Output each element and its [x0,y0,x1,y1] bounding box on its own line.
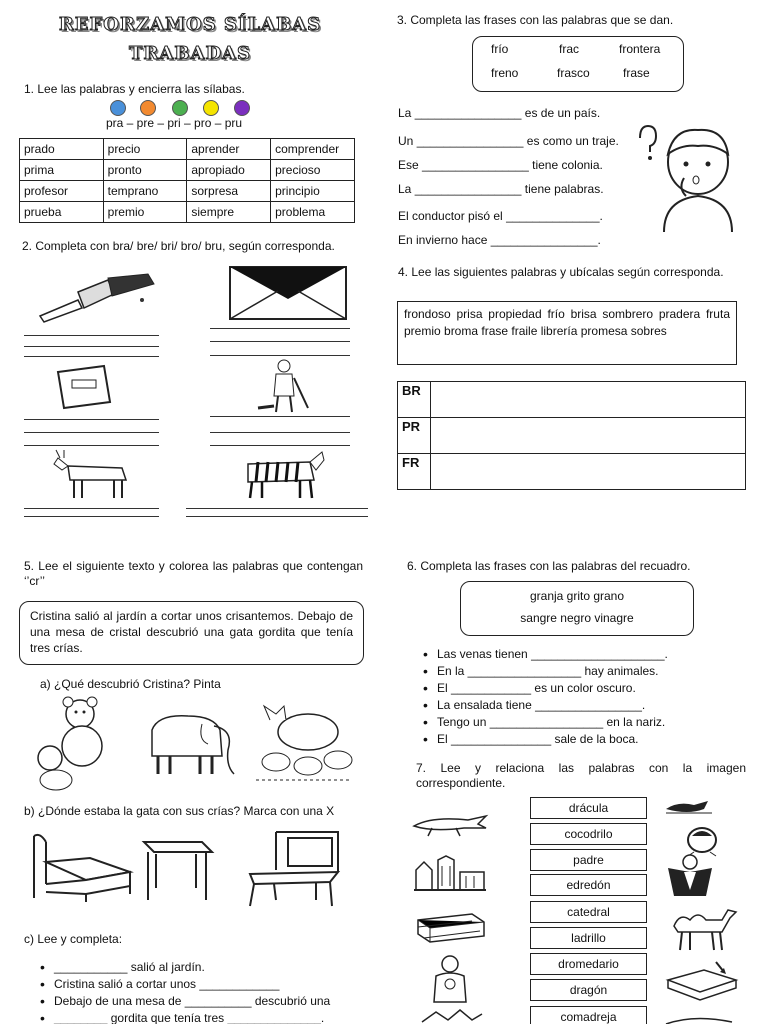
fill-in-sentence [398,158,603,172]
writing-line[interactable] [24,335,159,336]
weasel-image [664,797,714,815]
ex5-instruction: 5. Lee el siguiente texto y colorea las palabras que contengan ‘’cr’’ [24,559,363,588]
list-item: • Tengo un _________________ en la nariz. [419,714,749,731]
writing-line[interactable] [24,419,159,420]
writing-line[interactable] [24,346,159,347]
ex6-words-row-1: granja grito grano [529,589,625,603]
envelope-image [228,265,348,321]
list-item: • Cristina salió a cortar unos ____________ [36,976,366,993]
table-row [20,139,355,160]
table-cell: apropiado [187,160,271,181]
ex3-word: freno [491,66,519,80]
worksheet-title [40,14,340,64]
writing-line[interactable] [210,355,350,356]
quilt-bed-image [664,960,738,1000]
answer-blank[interactable]: ________________ [414,106,522,120]
table-cell: precioso [271,160,355,181]
table-image [136,836,216,902]
camel-image [666,904,740,952]
table-cell: profesor [20,181,104,202]
ex1-instruction: 1. Lee las palabras y encierra las sílabas. [24,82,245,96]
partial-image-bottom [664,1014,734,1024]
ex6-bullet-list [419,646,749,748]
writing-line[interactable] [186,516,368,517]
crocodile-image [412,810,488,836]
list-item: • ___________ salió al jardín. [36,959,366,976]
table-cell: aprender [187,139,271,160]
fill-in-sentence [398,182,604,196]
ex7-instruction: 7. Lee y relaciona las palabras con la imagen correspondiente. [416,761,746,790]
ex5-question-a: a) ¿Qué descubrió Cristina? Pinta [40,677,221,691]
answer-blank[interactable]: ________________ [490,233,598,247]
ex2-instruction: 2. Completa con bra/ bre/ bri/ bro/ bru, según corresponda. [22,239,335,253]
table-row [20,202,355,223]
title-line-2: TRABADAS [128,43,252,64]
match-word-box[interactable]: catedral [530,901,647,923]
ex3-word: frac [559,42,580,56]
sentence-text: El conductor pisó el [398,209,507,223]
match-word-box[interactable]: dromedario [530,953,647,975]
goat-image [52,450,136,500]
chair-image [246,830,344,906]
fill-in-sentence [398,134,619,148]
syllable-color-dot [234,100,250,116]
match-word-box[interactable]: cocodrilo [530,823,647,845]
match-word-box[interactable]: edredón [530,874,647,896]
sentence-text: . [599,209,603,223]
ex3-instruction: 3. Completa las frases con las palabras que se dan. [397,13,674,27]
list-item: • En la _________________ hay animales. [419,663,749,680]
cathedral-image [412,856,488,892]
table-cell: prado [20,139,104,160]
list-item: • La ensalada tiene ________________. [419,697,749,714]
round-object-image [684,822,720,856]
ex5-text: Cristina salió al jardín a cortar unos crisantemos. Debajo de una mesa de cristal descubrió una gata gordita que tenía tres crías. [30,609,353,655]
ex4-instruction: 4. Lee las siguientes palabras y ubícalas según corresponda. [398,265,724,279]
syllable-color-dot [140,100,156,116]
match-word-box[interactable]: comadreja [530,1006,647,1024]
table-cell: principio [271,181,355,202]
table-cell: comprender [271,139,355,160]
father-with-baby-image [428,954,472,1004]
sentence-text: tiene palabras. [521,182,604,196]
table-cell: temprano [103,181,187,202]
fill-in-sentence [398,106,600,120]
list-item: • Debajo de una mesa de __________ descubrió una [36,993,366,1010]
bears-image [26,696,124,792]
table-cell: precio [103,139,187,160]
sentence-text: es como un traje. [523,134,619,148]
list-item: • Las venas tienen ____________________. [419,646,749,663]
table-cell: prueba [20,202,104,223]
ex3-word: frase [623,66,650,80]
ex3-word: frío [491,42,509,56]
cat-with-kittens-image [250,696,358,786]
sentence-text: Ese [398,158,423,172]
match-word-box[interactable]: padre [530,849,647,871]
match-word-box[interactable]: dragón [530,979,647,1001]
table-cell: sorpresa [187,181,271,202]
label-br: BR [402,383,421,398]
list-item: • El ____________ es un color oscuro. [419,680,749,697]
ex6-instruction: 6. Completa las frases con las palabras del recuadro. [407,559,691,573]
zebra-image [234,450,326,500]
writing-line[interactable] [24,432,159,433]
writing-line[interactable] [24,356,159,357]
thinking-boy-image [634,124,746,234]
ex1-syllables: pra – pre – pri – pro – pru [106,116,243,130]
ex5-bullet-list [36,959,366,1024]
label-pr: PR [402,419,421,434]
answer-blank[interactable]: ______________ [506,209,600,223]
match-word-box[interactable]: ladrillo [530,927,647,949]
answer-blank[interactable]: ________________ [414,182,522,196]
writing-line[interactable] [186,508,368,509]
table-cell: prima [20,160,104,181]
writing-line[interactable] [210,432,350,433]
fill-in-sentence [398,209,603,223]
ex6-word-box [460,581,694,636]
dragon-image-partial [420,1008,484,1024]
paintbrush-image [38,272,158,322]
table-cell: siempre [187,202,271,223]
sentence-text: La [398,182,415,196]
writing-line[interactable] [210,416,350,417]
syllable-color-dot [172,100,188,116]
ex4-words: frondoso prisa propiedad frío brisa sombrero pradera fruta premio broma frase fraile librería promesa sobres [404,307,730,338]
writing-line[interactable] [210,328,350,329]
writing-line[interactable] [24,516,159,517]
ex3-word-box [472,36,684,92]
table-row [20,181,355,202]
syllable-color-dot [110,100,126,116]
dracula-image [664,852,716,898]
sentence-text: Un [398,134,417,148]
fill-in-sentence [398,233,601,247]
answer-blank[interactable]: ________________ [422,158,529,172]
box-image [54,362,114,412]
list-item: • ________ gordita que tenía tres ______________. [36,1010,366,1024]
title-line-1: REFORZAMOS SÍLABAS [58,14,322,35]
syllable-color-dot [203,100,219,116]
label-fr: FR [402,455,420,470]
elephant-image [138,710,236,778]
writing-line[interactable] [24,508,159,509]
table-cell: premio [103,202,187,223]
sentence-text: . [597,233,601,247]
ex4-classification-table [397,381,746,490]
sweeping-man-image [254,358,314,414]
ex5-question-b: b) ¿Dónde estaba la gata con sus crías? Marca con una X [24,804,335,818]
writing-line[interactable] [210,341,350,342]
syllable-word-table [19,138,355,223]
bricks-image [414,910,486,944]
sentence-text: es de un país. [521,106,601,120]
table-row [20,160,355,181]
list-item: • El _______________ sale de la boca. [419,731,749,748]
sentence-text: En invierno hace [398,233,491,247]
ex4-word-box [397,301,737,365]
sentence-text: tiene colonia. [528,158,603,172]
ex5-question-c: c) Lee y completa: [24,932,123,946]
table-cell: pronto [103,160,187,181]
bed-image [30,832,132,902]
writing-line[interactable] [24,445,159,446]
match-word-box[interactable]: drácula [530,797,647,819]
ex3-word: frasco [557,66,590,80]
sentence-text: La [398,106,415,120]
table-cell: problema [271,202,355,223]
ex6-words-row-2: sangre negro vinagre [520,611,634,625]
ex3-word: frontera [619,42,661,56]
answer-blank[interactable]: ________________ [416,134,524,148]
ex5-text-box [19,601,364,665]
writing-line[interactable] [210,445,350,446]
